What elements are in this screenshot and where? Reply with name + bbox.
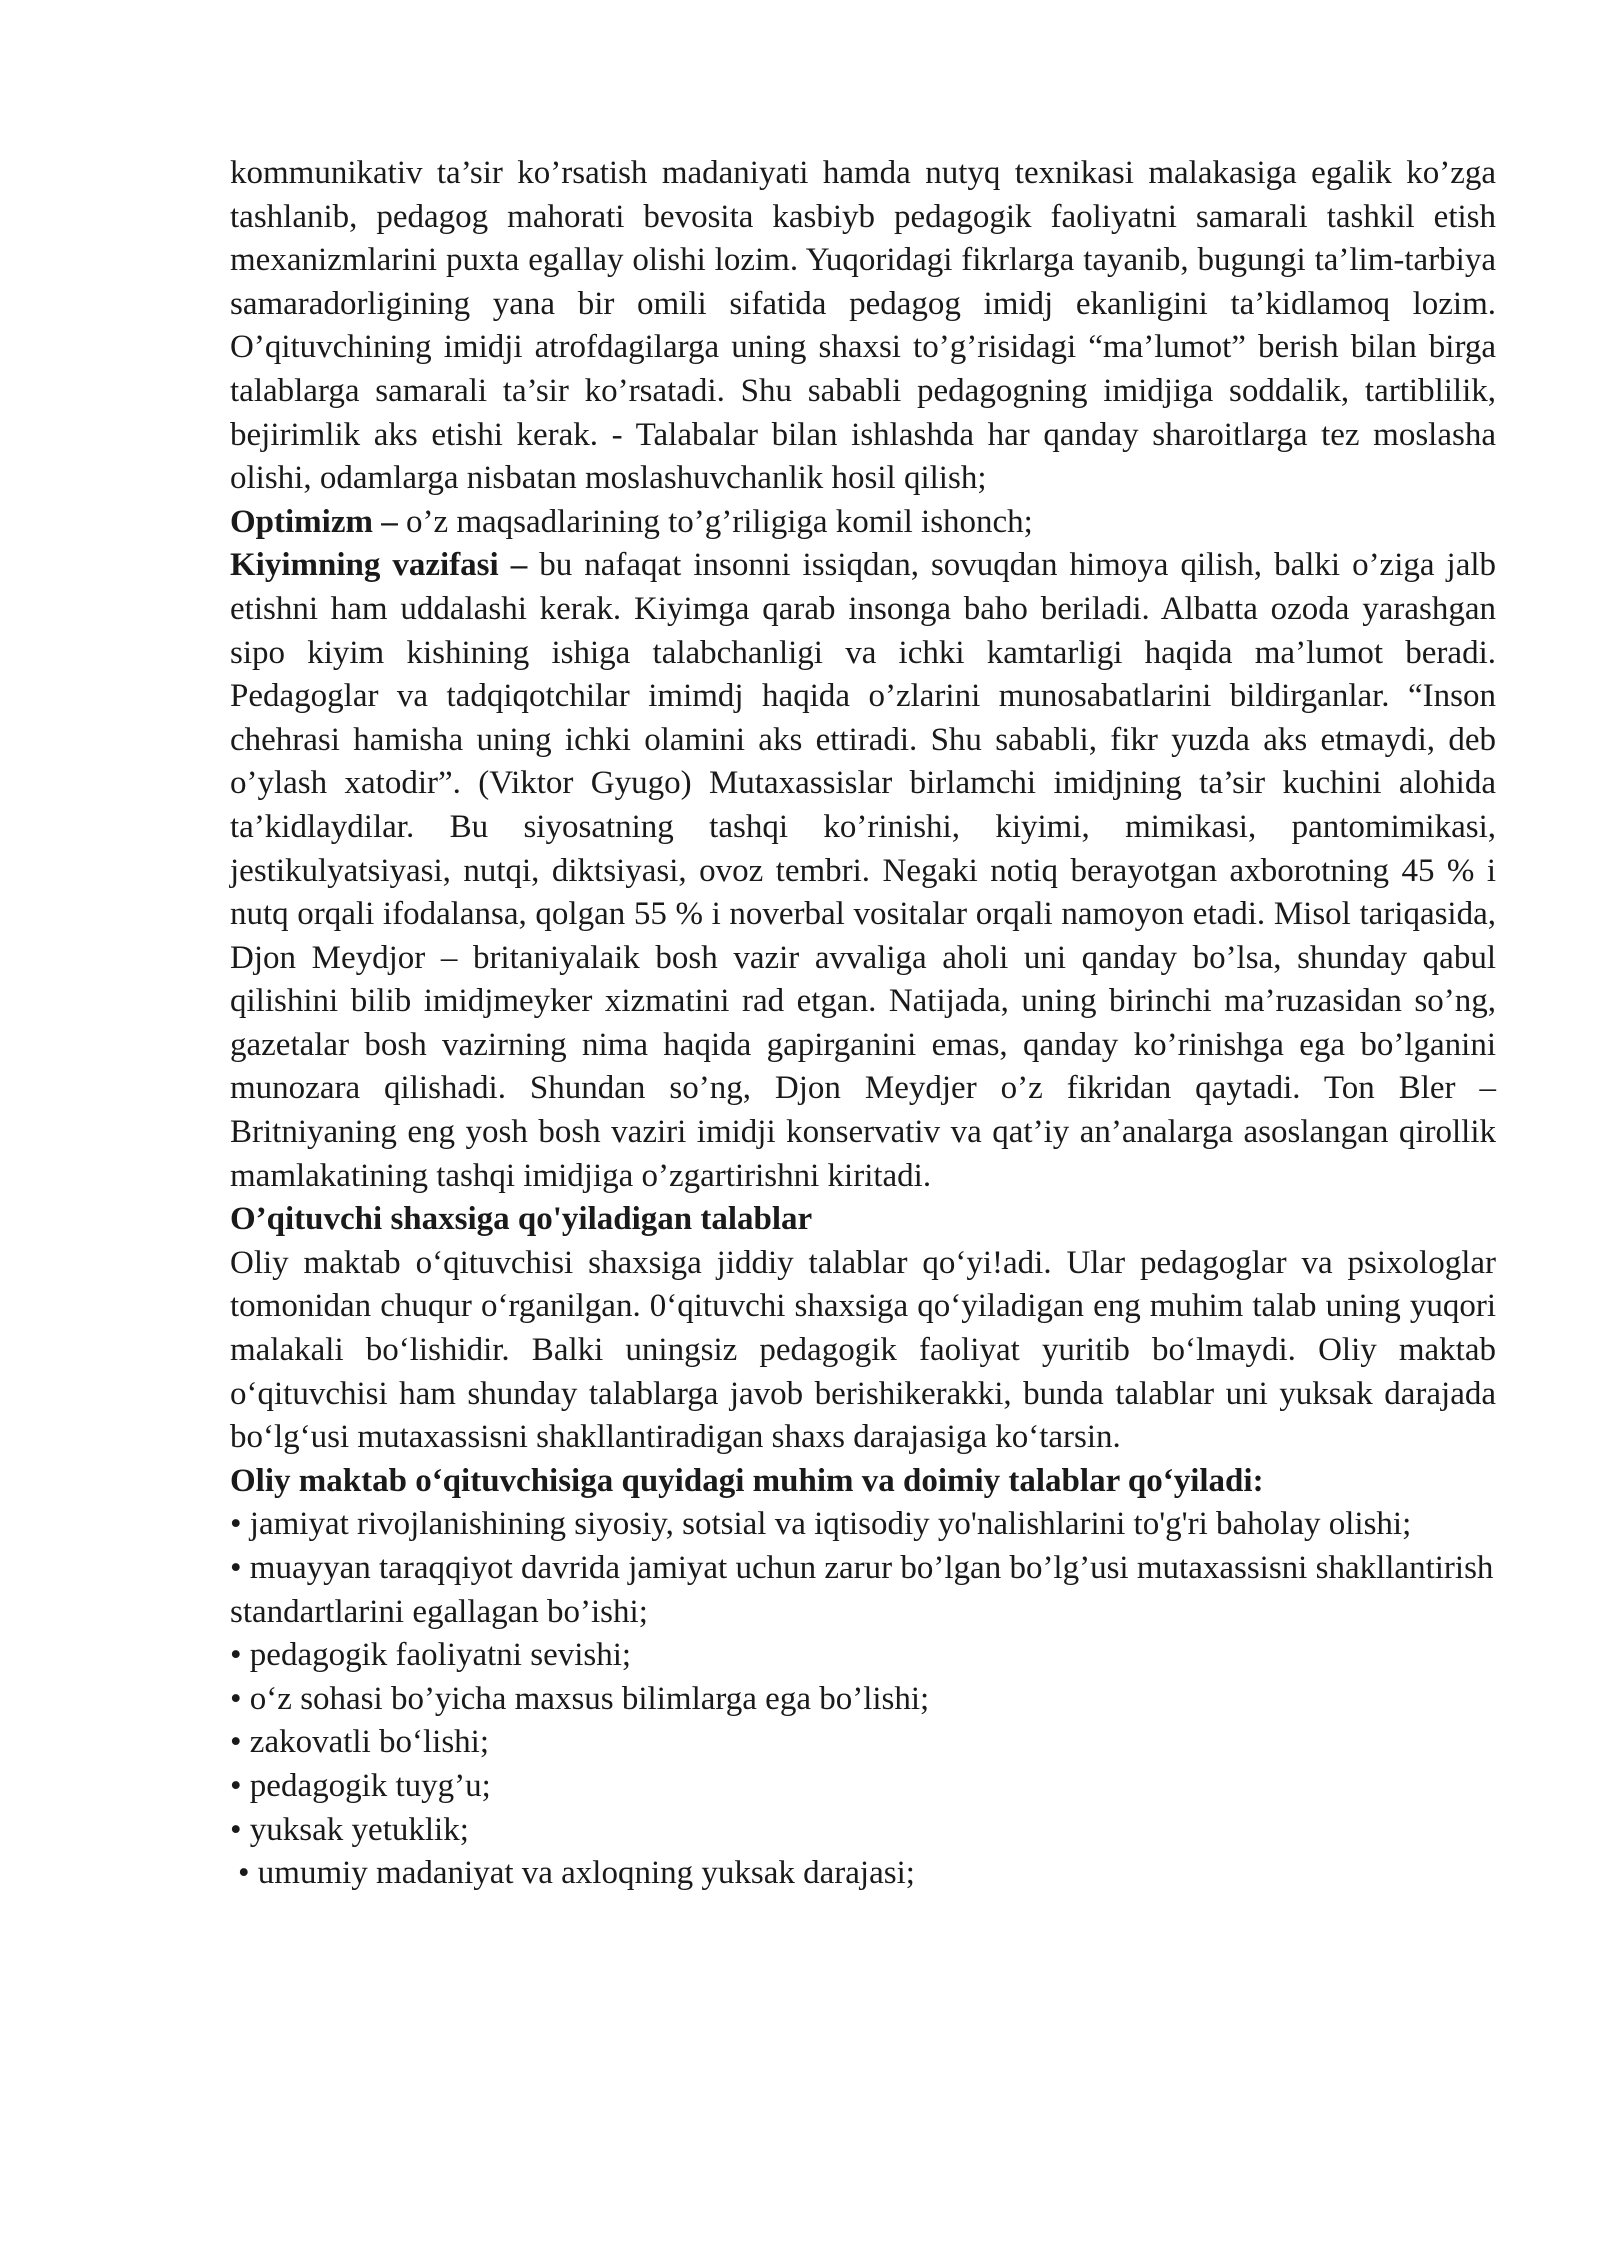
- list-item: • umumiy madaniyat va axloqning yuksak darajasi;: [238, 1855, 915, 1892]
- optimizm-paragraph: [230, 501, 1496, 545]
- list-item: • o‘z sohasi bo’yicha maxsus bilimlarga ega bo’lishi;: [230, 1680, 930, 1717]
- list-item: • pedagogik tuyg’u;: [230, 1767, 491, 1804]
- list-item: • yuksak yetuklik;: [230, 1811, 469, 1848]
- requirements-paragraph: Oliy maktab o‘qituvchisi shaxsiga jiddiy talablar qo‘yi!adi. Ular pedagoglar va psixologlar tomonidan chuqur o‘rganilgan. 0‘qituvchi shaxsiga qo‘yiladigan eng muhim talab uning yuqori malakali bo‘lishidir. Balki uningsiz pedagogik faoliyat yuritib bo‘lmaydi. Oliy maktab o‘qituvchisi ham shunday talablarga javob berishikerakki, bunda talablar uni yuksak darajada bo‘lg‘usi mutaxassisni shakllantiradigan shaxs darajasiga ko‘tarsin.: [230, 1244, 1496, 1456]
- intro-paragraph: kommunikativ ta’sir ko’rsatish madaniyati hamda nutyq texnikasi malakasiga egalik ko’zga tashlanib, pedagog mahorati bevosita kasbiyb pedagogik faoliyatni samarali tashkil etish mexanizmlarini puxta egallay olishi lozim. Yuqoridagi fikrlarga tayanib, bugungi ta’lim-tarbiya samaradorligining yana bir omili sifatida pedagog imidj ekanligini ta’kidlamoq lozim. O’qituvchining imidji atrofdagilarga uning shaxsi to’g’risidagi “ma’lumot” berish bilan birga talablarga samarali ta’sir ko’rsatadi. Shu sababli pedagogning imidjiga soddalik, tartiblilik, bejirimlik aks etishi kerak. - Talabalar bilan ishlashda har qanday sharoitlarga tez moslasha olishi, odamlarga nisbatan moslashuvchanlik hosil qilish;: [230, 155, 1496, 497]
- list-item: • zakovatli bo‘lishi;: [230, 1724, 490, 1761]
- document-page: [230, 152, 1496, 1896]
- optimizm-definition: o’z maqsadlarining to’g’riligiga komil ishonch;: [397, 503, 1033, 540]
- kiyim-paragraph: [230, 544, 1496, 1198]
- kiyim-definition: bu nafaqat insonni issiqdan, sovuqdan himoya qilish, balki o’ziga jalb etishni ham uddalashi kerak. Kiyimga qarab insonga baho beriladi. Albatta ozoda yarashgan sipo kiyim kishining ishiga talabchanligi va ichki kamtarligi haqida ma’lumot beradi. Pedagoglar va tadqiqotchilar imimdj haqida o’zlarini munosabatlarini bildirganlar. “Inson chehrasi hamisha uning ichki olamini aks ettiradi. Shu sababli, fikr yuzda aks etmaydi, deb o’ylash xatodir”. (Viktor Gyugo) Mutaxassislar birlamchi imidjning ta’sir kuchini alohida ta’kidlaydilar. Bu siyosatning tashqi ko’rinishi, kiyimi, mimikasi, pantomimikasi, jestikulyatsiyasi, nutqi, diktsiyasi, ovoz tembri. Negaki notiq berayotgan axborotning 45 % i nutq orqali ifodalansa, qolgan 55 % i noverbal vositalar orqali namoyon etadi. Misol tariqasida, Djon Meydjor – britaniyalaik bosh vazir avvaliga aholi uni qanday bo’lsa, shunday qabul qilishini bilib imidjmeyker xizmatini rad etgan. Natijada, uning birinchi ma’ruzasidan so’ng, gazetalar bosh vazirning nima haqida gapirganini emas, qanday ko’rinishga ega bo’lganini munozara qilishadi. Shundan so’ng, Djon Meydjer o’z fikridan qaytadi. Ton Bler – Britniyaning eng yosh bosh vaziri imidji konservativ va qat’iy an’analarga asoslangan qirollik mamlakatining tashqi imidjiga o’zgartirishni kiritadi.: [230, 547, 1497, 1194]
- list-item: • muayyan taraqqiyot davrida jamiyat uchun zarur bo’lgan bo’lg’usi mutaxassisni shakllantirish standartlarini egallagan bo’ishi;: [230, 1550, 1494, 1630]
- kiyim-term: Kiyimning vazifasi –: [230, 547, 528, 584]
- section-heading-permanent-requirements: Oliy maktab o‘qituvchisiga quyidagi muhim va doimiy talablar qo‘yiladi:: [230, 1462, 1264, 1499]
- section-heading-requirements: O’qituvchi shaxsiga qo'yiladigan talablar: [230, 1201, 813, 1238]
- list-item: • pedagogik faoliyatni sevishi;: [230, 1637, 632, 1674]
- list-item: • jamiyat rivojlanishining siyosiy, sotsial va iqtisodiy yo'nalishlarini to'g'ri baholay olishi;: [230, 1506, 1412, 1543]
- optimizm-term: Optimizm –: [230, 503, 398, 540]
